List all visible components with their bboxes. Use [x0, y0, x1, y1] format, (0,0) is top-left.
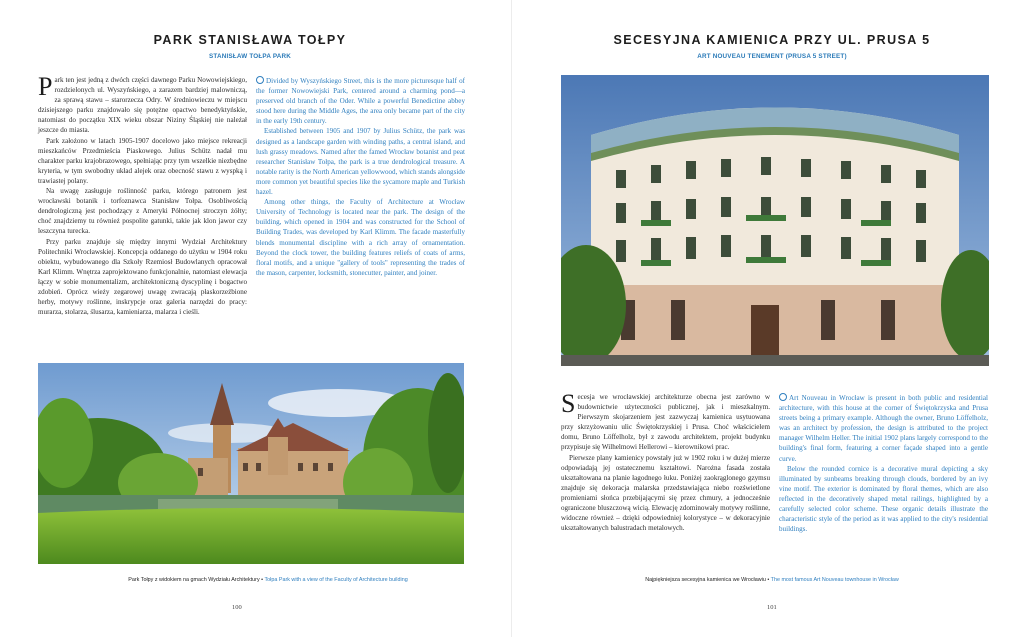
- paragraph: Pierwsze plany kamienicy powstały już w 1902 roku i w dużej mierze odpowiadają jej ostatecznemu kształtowi. Narożna fasada została ukształtowana na planie łagodnego łuku. Poniżej zaokrąglonego gzymsu znajduje się dekoracja malarska przedstawiająca niebo rozświetlone promieniami słońca przebijającymi się przez chmury, a jednocześnie ograniczone bluszczową wicią. Elewację zdominowały motywy roślinne, widoczne również – dzięki odpowiedniej kolorystyce – w dekoracyjnie ukształtowanych balustradach metalowych.: [561, 453, 770, 533]
- paragraph: Na uwagę zasługuje roślinność parku, którego patronem jest wrocławski botanik i torfoznawca Stanisław Tołpa. Osobliwością dendrologiczną jest pochodzący z Ameryki Północnej stroczyn żółty; choć znajdziemy tu również pospolite gatunki, takie jak klon jawor czy leszczyna turecka.: [38, 187, 247, 236]
- tenement-photo: [561, 75, 989, 366]
- page-subtitle: ART NOUVEAU TENEMENT (PRUSA 5 STREET): [697, 53, 847, 60]
- paragraph: Below the rounded cornice is a decorative mural depicting a sky illuminated by sunbeams breaking through clouds, bordered by an ivy vine motif. The exterior is dominated by floral themes, which are also reflected in the decoratively shaped metal railings, highlighted by a carefully selected color scheme. These organic details illustrate the characteristic style of the period as it was applied to the city's residential buildings.: [779, 464, 988, 534]
- page-title: PARK STANISŁAWA TOŁPY: [153, 33, 347, 47]
- photo-caption: Najpiękniejsza secesyjna kamienica we Wrocławiu • The most famous Art Nouveau townhouse in Wrocław: [645, 577, 899, 583]
- paragraph: Among other things, the Faculty of Architecture at Wrocław University of Technology is located near the park. The design of the building, which opened in 1904 and was constructed for the School of Building Trades, was developed by Karl Klimm. The facade masterfully blends monumental discipline with a rich array of ornamentation. Beyond the clock tower, the building features reliefs of coats of arms, floral motifs, and a unique "gallery of tools" representing the trades of the mason, carpenter, locksmith, stonecutter, painter, and joiner.: [256, 198, 465, 277]
- paragraph: Secesja we wrocławskiej architekturze obecna jest zarówno w budownictwie użyteczności publicznej, jak i mieszkalnym. Pierwszym skojarzeniem jest zazwyczaj kamienica usytuowana przy skrzyżowaniu ulic Świętokrzyskiej i Prusa. Choć właścicielem domu, Bruno Löffelholz, był z zawodu architektem, projekt budynku przypisuje się Wilhelmowi Hellerowi – kierownikowi prac.: [561, 389, 770, 452]
- paragraph: Art Nouveau in Wrocław is present in both public and residential architecture, with this house at the corner of Świętokrzyska and Prusa streets being a primary example. Although the owner, Bruno Löffelholz, was an architect by profession, the design is attributed to the project manager Wilhelm Heller. The initial 1902 plans largely correspond to the building's final form, featuring a corner façade shaped into a gentle curve.: [779, 394, 988, 463]
- paragraph: Przy parku znajduje się między innymi Wydział Architektury Politechniki Wrocławskiej. Koncepcja oddanego do użytku w 1904 roku obiektu, wybudowanego dla Szkoły Rzemiosł Budowlanych opracował Karl Klimm. Wnętrza zaprojektowano funkcjonalnie, natomiast elewacja łączy w sobie monumentalizm, architektoniczną dyscyplinę i bogactwo zdobień. Oprócz wieży zegarowej uwagę zwracają płaskorzeźbione herby, motywy roślinne, inskrypcje oraz galeria narzędzi do pracy: murarza, stolarza, ślusarza, kamieniarza, malarza i cieśli.: [38, 237, 247, 317]
- paragraph: Park ten jest jedną z dwóch części dawnego Parku Nowowiejskiego, rozdzielonych ul. Wyszyńskiego, a zarazem bardziej malowniczą, za sprawą stawu – starorzecza Odry. W średniowieczu w miejscu dzisiejszego parku znajdowało się potężne opactwo benedyktyńskie, natomiast do początku XIX wieku obszar Niziny Śląskiej nie należał jeszcze do miasta.: [38, 72, 247, 135]
- english-marker-icon: [779, 393, 787, 401]
- page-number: 100: [232, 604, 242, 611]
- drop-cap: P: [38, 72, 53, 101]
- polish-text-column: [561, 389, 770, 533]
- right-page: [512, 0, 1024, 637]
- park-photo: [38, 363, 464, 564]
- paragraph: Established between 1905 and 1907 by Julius Schütz, the park was designed as a landscape garden with winding paths, a central island, and lush grassy meadows. Named after the famed Wrocław botanist and peat researcher Stanisław Tołpa, the park is a true dendrological treasure. A notable rarity is the North American yellowwood, which stands alongside more common yet beautiful species like the sycamore maple and Turkish hazel.: [256, 127, 465, 197]
- photo-caption: Park Tołpy z widokiem na gmach Wydziału Architektury • Tołpa Park with a view of the Faculty of Architecture building: [128, 577, 408, 583]
- park-illustration: [38, 363, 464, 564]
- page-number: 101: [767, 604, 777, 611]
- polish-text-column: [38, 72, 247, 317]
- paragraph: Divided by Wyszyńskiego Street, this is the more picturesque half of the former Nowowiejski Park, centered around a charming pond—a preserved old branch of the Oder. While a powerful Benedictine abbey stood here during the Middle Ages, the area only became part of the city in the early 19th century.: [256, 77, 465, 126]
- drop-cap: S: [561, 389, 576, 418]
- english-marker-icon: [256, 76, 264, 84]
- english-text-column: [256, 75, 465, 278]
- tenement-illustration: [561, 75, 989, 366]
- page-subtitle: STANISŁAW TOŁPA PARK: [208, 53, 291, 60]
- page-title: SECESYJNA KAMIENICA PRZY UL. PRUSA 5: [613, 33, 931, 47]
- paragraph: Park założono w latach 1905-1907 docelowo jako miejsce rekreacji mieszkańców Przedmieścia Piaskowego. Julius Schütz nadał mu charakter parku krajobrazowego, spełniając przy tym wszelkie niezbędne kryteria, w tym swobodny układ alejek oraz obecność stawu z wyspką i trawiastej polany.: [38, 136, 247, 185]
- english-text-column: [779, 392, 988, 534]
